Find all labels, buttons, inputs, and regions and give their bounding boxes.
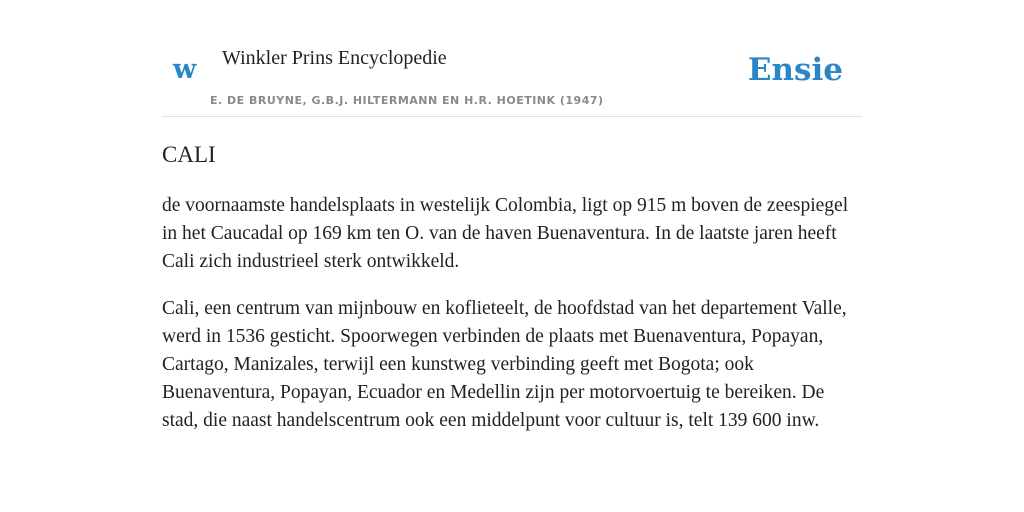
ensie-logo-link[interactable]: Ensie [747, 52, 843, 88]
article-page [162, 0, 862, 512]
winkler-prins-logo[interactable]: w [173, 54, 197, 85]
article-paragraph: Cali, een centrum van mijnbouw en koflieteelt, de hoofdstad van het departement Valle, werd in 1536 gesticht. Spoorwegen verbinden de plaats met Buenaventura, Popayan, Cartago, Manizales, terwijl een kunstweg verbinding geeft met Bogota; ook Buenaventura, Popayan, Ecuador en Medellin zijn per motorvoertuig te bereiken. De stad, die naast handelscentrum ook een middelpunt voor cultuur is, telt 139 600 inw. [162, 298, 847, 431]
article-paragraph: de voornaamste handelsplaats in westelijk Colombia, ligt op 915 m boven de zeespiegel in het Caucadal op 169 km ten O. van de haven Buenaventura. In de laatste jaren heeft Cali zich industrieel sterk ontwikkeld. [162, 195, 849, 272]
article-headword: CALI [162, 142, 216, 167]
source-header [162, 0, 862, 117]
source-authors: E. DE BRUYNE, G.B.J. HILTERMANN EN H.R. HOETINK (1947) [210, 94, 604, 107]
source-title[interactable]: Winkler Prins Encyclopedie [222, 47, 447, 69]
article-body [162, 192, 862, 454]
